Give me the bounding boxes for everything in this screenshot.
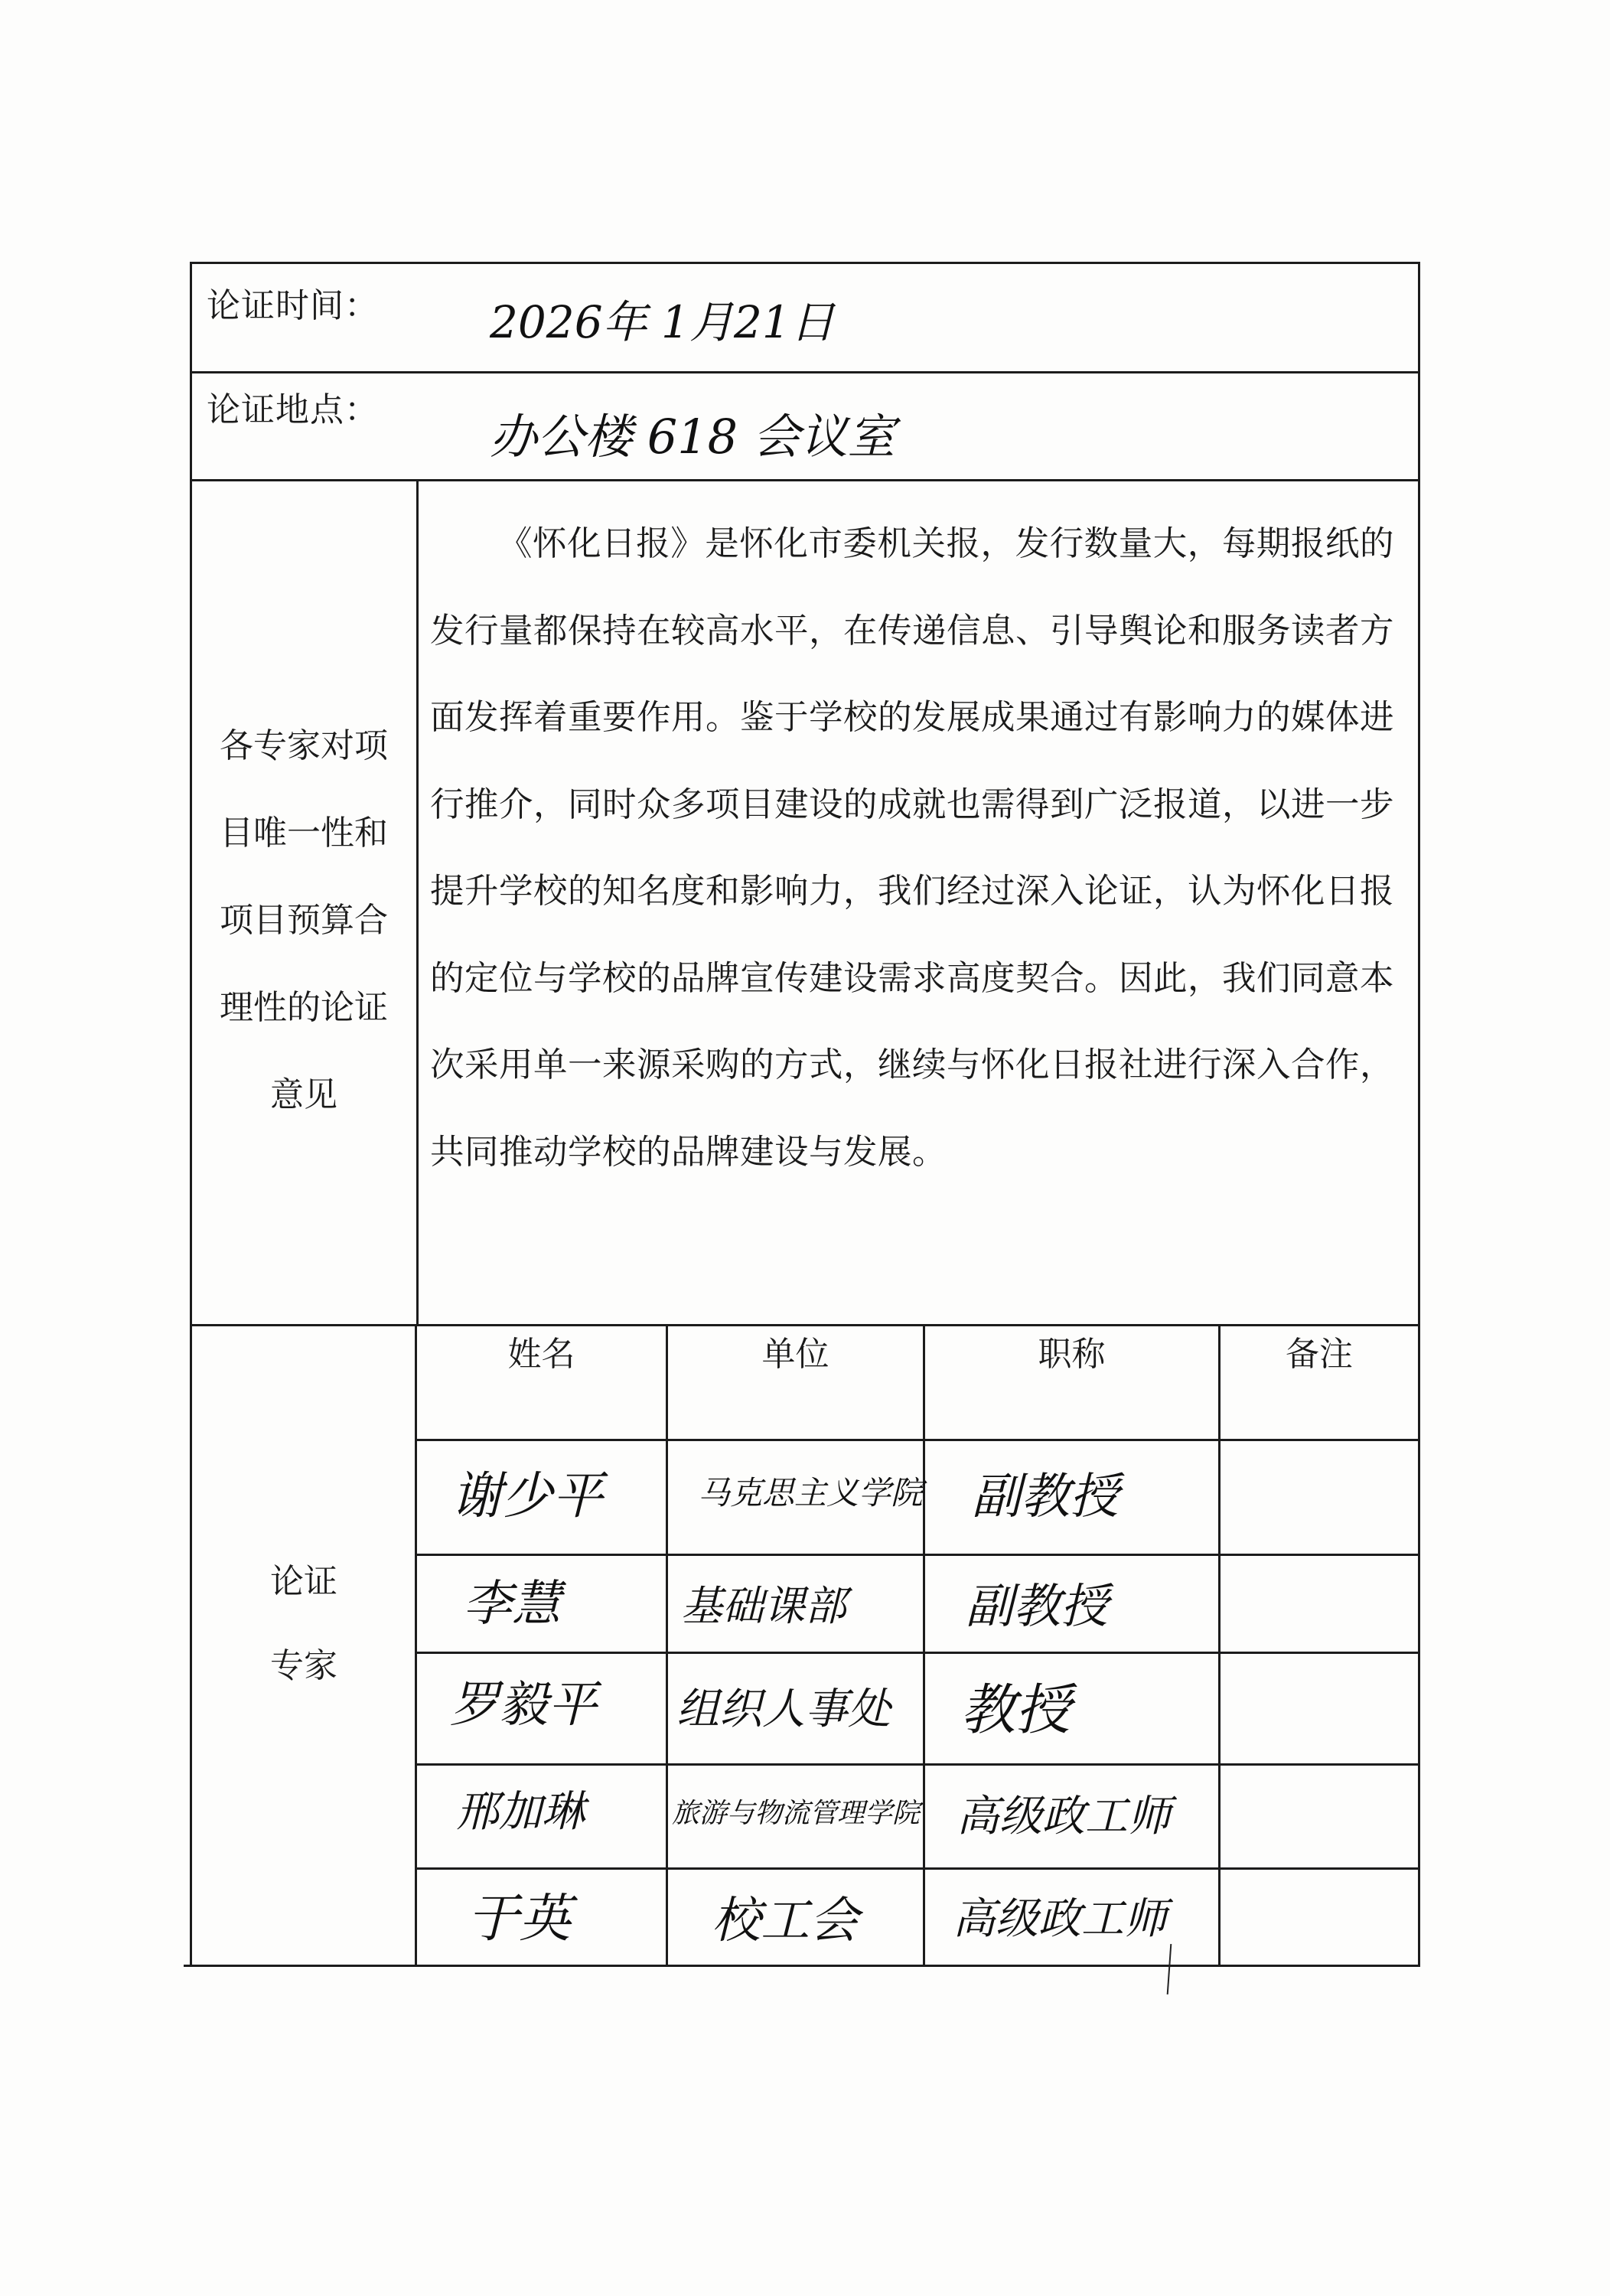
expert-row-divider-4 — [415, 1763, 1419, 1766]
expert-unit: 马克思主义学院 — [698, 1474, 924, 1512]
expert-unit: 校工会 — [712, 1893, 859, 1949]
experts-label-line: 专家 — [270, 1646, 337, 1685]
expert-name: 李慧 — [463, 1576, 561, 1632]
frame-bottom-border — [184, 1965, 1420, 1967]
header-note: 备注 — [1286, 1335, 1353, 1374]
expert-title: 高级政工师 — [957, 1792, 1171, 1841]
expert-title: 副教授 — [972, 1469, 1119, 1525]
pen-stroke — [1167, 1944, 1172, 1994]
opinion-text: 《怀化日报》是怀化市委机关报，发行数量大，每期报纸的发行量都保持在较高水平，在传递信息、引导舆论和服务读者方面发挥着重要作用。鉴于学校的发展成果通过有影响力的媒体进行推介，同时众多项目建设的成就也需得到广泛报道，以进一步提升学校的知名度和影响力，我们经过深入论证，认为怀化日报的定位与学校的品牌宣传建设需求高度契合。因此，我们同意本次采用单一来源采购的方式，继续与怀化日报社进行深入合作，共同推动学校的品牌建设与发展。 — [430, 524, 1395, 1172]
label-column-divider-experts — [415, 1324, 417, 1967]
frame-right-border — [1418, 262, 1420, 1967]
expert-name: 邢加琳 — [456, 1787, 585, 1837]
header-name: 姓名 — [507, 1335, 575, 1374]
label-column-divider-opinion — [416, 479, 419, 1326]
expert-unit: 组织人事处 — [676, 1684, 891, 1734]
opinion-label-line: 各专家对项 — [220, 726, 388, 765]
time-label: 论证时间： — [207, 286, 379, 325]
opinion-label — [193, 703, 415, 1139]
expert-name: 罗毅平 — [450, 1677, 597, 1733]
expert-row-divider-2 — [415, 1554, 1419, 1556]
header-unit: 单位 — [761, 1335, 829, 1374]
time-value: 2026年 1月21日 — [490, 296, 835, 348]
expert-name: 于英 — [467, 1889, 572, 1949]
expert-row-divider-1 — [415, 1439, 1419, 1441]
column-divider-unit — [923, 1324, 925, 1967]
opinion-label-line: 理性的论证 — [220, 988, 388, 1027]
experts-label — [193, 1540, 415, 1708]
place-label: 论证地点： — [207, 390, 379, 429]
row-divider-time — [191, 371, 1419, 373]
frame-left-border — [190, 262, 192, 1967]
expert-title: 副教授 — [966, 1578, 1109, 1634]
row-divider-opinion — [191, 1324, 1419, 1326]
header-title: 职称 — [1038, 1335, 1106, 1374]
expert-unit: 旅游与物流管理学院 — [672, 1798, 921, 1829]
expert-title: 教授 — [960, 1678, 1071, 1742]
opinion-label-line: 项目预算合 — [220, 901, 388, 940]
expert-unit: 基础课部 — [681, 1582, 846, 1630]
place-value: 办公楼 618 会议室 — [490, 409, 895, 465]
opinion-label-line: 目唯一性和 — [220, 814, 388, 853]
opinion-label-line: 意见 — [270, 1075, 337, 1114]
row-divider-place — [191, 479, 1419, 481]
experts-label-line: 论证 — [270, 1562, 337, 1601]
expert-row-divider-3 — [415, 1652, 1419, 1654]
expert-name: 谢少平 — [451, 1466, 603, 1525]
expert-title: 高级政工师 — [953, 1894, 1167, 1944]
column-divider-title — [1218, 1324, 1221, 1967]
frame-top-border — [191, 262, 1420, 264]
expert-row-divider-5 — [415, 1867, 1419, 1870]
column-divider-name — [666, 1324, 668, 1967]
